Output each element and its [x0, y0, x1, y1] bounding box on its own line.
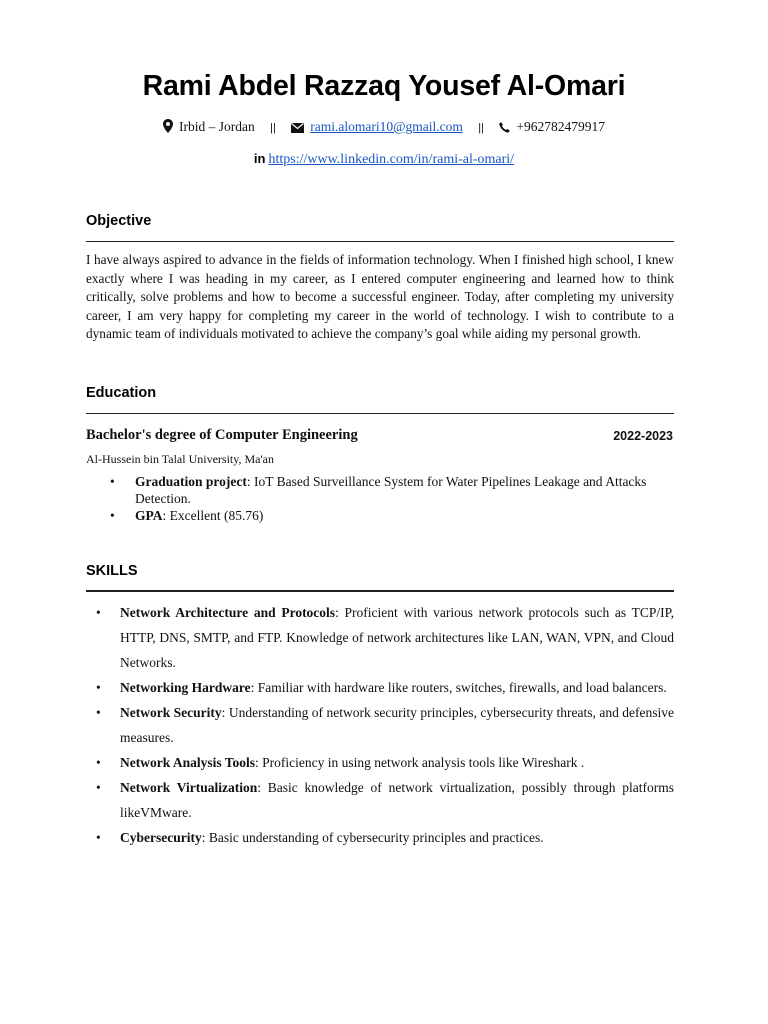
- item-label: Networking Hardware: [120, 680, 251, 695]
- education-details-list: [110, 474, 674, 526]
- item-label: Graduation project: [135, 474, 247, 489]
- item-text: : Proficiency in using network analysis tools like Wireshark .: [255, 755, 585, 770]
- bullet: •: [96, 755, 101, 770]
- list-item: [110, 474, 674, 507]
- list-item: [86, 750, 674, 775]
- item-label: Network Security: [120, 705, 222, 720]
- envelope-icon: [291, 121, 304, 137]
- map-pin-icon: [163, 119, 173, 137]
- contact-line: [0, 119, 768, 137]
- item-label: Network Analysis Tools: [120, 755, 256, 770]
- item-label: Network Virtualization: [120, 780, 258, 795]
- skills-heading: SKILLS: [86, 563, 138, 579]
- item-text: : Basic understanding of cybersecurity principles and practices.: [201, 830, 544, 845]
- linkedin-line: [0, 151, 768, 168]
- item-label: Network Architecture and Protocols: [120, 605, 336, 620]
- objective-paragraph: I have always aspired to advance in the fields of information technology. When I finished high school, I knew exactly where I was heading in my career, as I entered computer engineering and learned how to think critically, solve problems and how to become a successful engineer. Today, after completing my university career, I am very happy for completing my career in the world of technology. I wish to contribute to a dynamic team of individuals motivated to achieve the company’s goal while aiding my personal growth.: [86, 252, 674, 341]
- item-text: : Proficient with various network protocols such as TCP/IP, HTTP, DNS, SMTP, and FTP. Knowledge of network architectures like LAN, WAN, VPN, and Cloud Networks.: [120, 605, 674, 670]
- bullet: •: [96, 680, 101, 695]
- item-text: : Familiar with hardware like routers, switches, firewalls, and load balancers.: [250, 680, 667, 695]
- item-text: : Basic knowledge of network virtualization, possibly through platforms likeVMware.: [120, 780, 674, 820]
- candidate-name: Rami Abdel Razzaq Yousef Al-Omari: [142, 70, 626, 102]
- separator: ||: [270, 122, 276, 134]
- skills-divider: [86, 590, 674, 592]
- list-item: [86, 675, 674, 700]
- item-text: : Excellent (85.76): [162, 508, 264, 523]
- bullet: •: [110, 474, 115, 489]
- bullet: •: [110, 508, 115, 523]
- item-text: : Understanding of network security principles, cybersecurity threats, and defensive measures.: [120, 705, 674, 745]
- list-item: [110, 508, 674, 525]
- list-item: [86, 700, 674, 750]
- bullet: •: [96, 605, 101, 620]
- bullet: •: [96, 705, 101, 720]
- education-heading: Education: [86, 385, 157, 401]
- bullet: •: [96, 830, 101, 845]
- item-text: : IoT Based Surveillance System for Water Pipelines Leakage and Attacks Detection.: [135, 474, 647, 506]
- school-name: Al-Hussein bin Talal University, Ma'an: [86, 452, 274, 466]
- list-item: [86, 600, 674, 675]
- objective-divider: [86, 241, 674, 242]
- phone-text: +962782479917: [516, 119, 605, 134]
- phone-icon: [499, 121, 510, 137]
- separator: ||: [478, 122, 484, 134]
- item-label: GPA: [135, 508, 163, 523]
- list-item: [86, 775, 674, 825]
- objective-heading: Objective: [86, 213, 152, 229]
- location-text: Irbid – Jordan: [179, 119, 255, 134]
- degree-years: 2022-2023: [613, 429, 673, 443]
- linkedin-link[interactable]: https://www.linkedin.com/in/rami-al-omari/: [268, 152, 515, 167]
- linkedin-icon: in: [253, 151, 266, 166]
- education-divider: [86, 413, 674, 414]
- email-link[interactable]: rami.alomari10@gmail.com: [310, 119, 463, 134]
- list-item: [86, 825, 674, 850]
- skills-list: [86, 600, 674, 850]
- degree-title: Bachelor's degree of Computer Engineering: [86, 427, 358, 443]
- bullet: •: [96, 780, 101, 795]
- item-label: Cybersecurity: [120, 830, 202, 845]
